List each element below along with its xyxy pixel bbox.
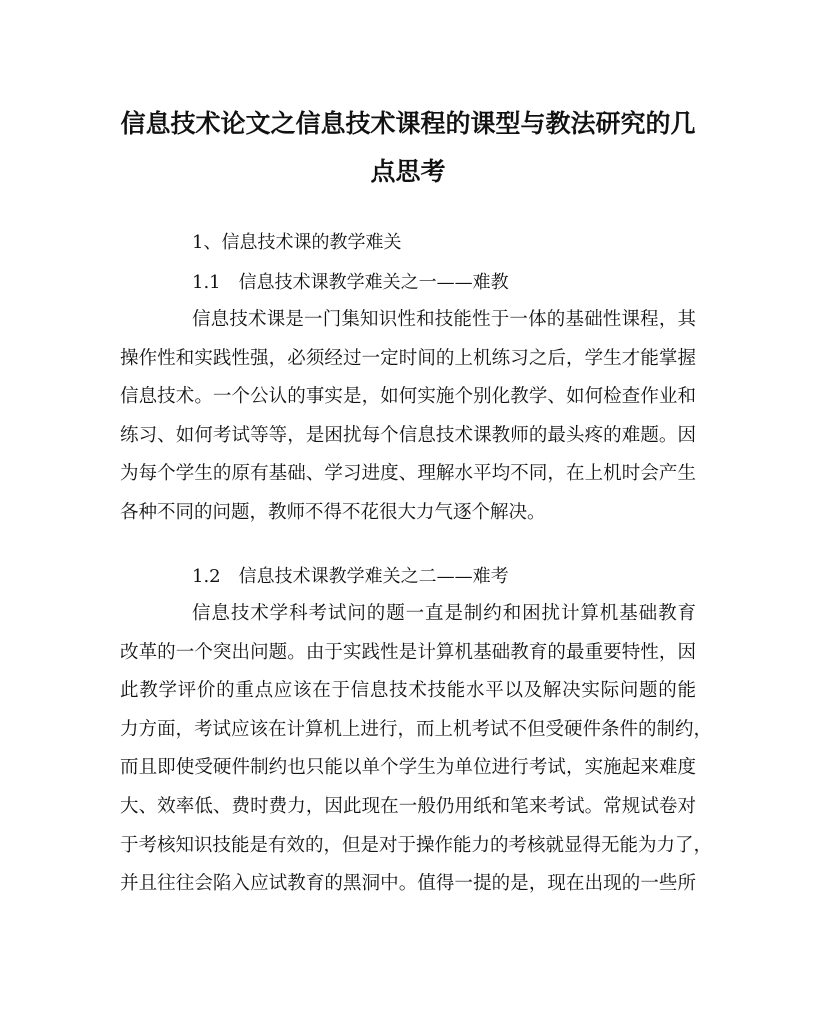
paragraph-line: 信息技术学科考试问的题一直是制约和困扰计算机基础教育 [192, 603, 696, 624]
paragraph-line: 信息技术。一个公认的事实是，如何实施个别化教学、如何检查作业和 [120, 386, 696, 408]
subsection-heading-1-2: 1.2 信息技术课教学难关之二——难考 [192, 566, 509, 587]
paragraph-line: 而且即使受硬件制约也只能以单个学生为单位进行考试，实施起来难度 [120, 757, 696, 779]
section-heading-1: 1、信息技术课的教学难关 [192, 232, 402, 253]
paragraph-line: 练习、如何考试等等，是困扰每个信息技术课教师的最头疼的难题。因 [120, 424, 696, 446]
paragraph-2 [120, 595, 713, 904]
subsection-heading-1-1: 1.1 信息技术课教学难关之一——难教 [192, 272, 509, 293]
paragraph-line: 此教学评价的重点应该在于信息技术技能水平以及解决实际问题的能 [120, 680, 696, 702]
paragraph-line: 操作性和实践性强，必须经过一定时间的上机练习之后，学生才能掌握 [120, 347, 696, 369]
paragraph-1 [120, 301, 696, 533]
title-line-1: 信息技术论文之信息技术课程的课型与教法研究的几 [120, 109, 696, 138]
title-line-2: 点思考 [370, 157, 446, 186]
paragraph-line: 大、效率低、费时费力，因此现在一般仍用纸和笔来考试。常规试卷对 [120, 795, 696, 817]
paragraph-line: 并且往往会陷入应试教育的黑洞中。值得一提的是，现在出现的一些所 [120, 873, 696, 895]
paragraph-line: 信息技术课是一门集知识性和技能性于一体的基础性课程，其 [192, 309, 696, 330]
paragraph-line: 于考核知识技能是有效的，但是对于操作能力的考核就显得无能为力了， [120, 834, 713, 856]
paragraph-line: 各种不同的问题，教师不得不花很大力气逐个解决。 [120, 501, 546, 523]
paragraph-line: 改革的一个突出问题。由于实践性是计算机基础教育的最重要特性，因 [120, 641, 696, 663]
paragraph-line: 力方面，考试应该在计算机上进行，而上机考试不但受硬件条件的制约， [120, 718, 713, 740]
paragraph-line: 为每个学生的原有基础、学习进度、理解水平均不同，在上机时会产生 [120, 463, 696, 485]
document-title [120, 100, 696, 196]
